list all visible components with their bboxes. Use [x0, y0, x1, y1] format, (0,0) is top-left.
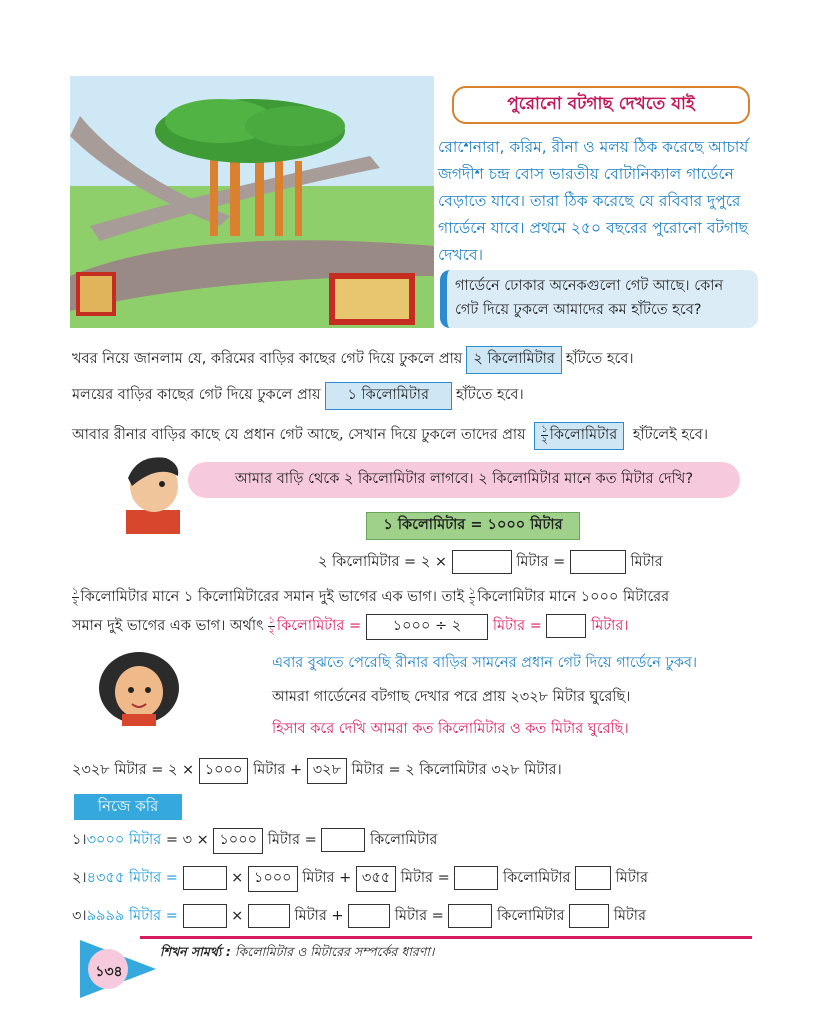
answer-box[interactable]: [348, 904, 390, 928]
footer-divider: [140, 936, 752, 939]
answer-box[interactable]: [448, 904, 492, 928]
answer-box[interactable]: [452, 550, 512, 574]
footer-learning-outcome: শিখন সামর্থ্য : কিলোমিটার ও মিটারের সম্পর্কের ধারণা।: [160, 944, 435, 959]
equation-2km: ২ কিলোমিটার = ২ × মিটার = মিটার: [318, 550, 663, 575]
answer-box[interactable]: [183, 866, 227, 890]
answer-box[interactable]: [569, 904, 609, 928]
fraction-half: $\frac{১}{২}$: [541, 423, 548, 446]
distance-line-karim: খবর নিয়ে জানলাম যে, করিমের বাড়ির কাছের গেট দিয়ে ঢুকলে প্রায় ২ কিলোমিটার হাঁটতে হবে।: [72, 346, 634, 374]
exercise-2: ২।৪৩৫৫ মিটার = × ১০০০ মিটার + ৩৫৫ মিটার = কিলোমিটার মিটার: [72, 866, 648, 892]
calculation-line: ২৩২৮ মিটার = ২ × ১০০০ মিটার + ৩২৮ মিটার = ২ কিলোমিটার ৩২৮ মিটার।: [72, 758, 562, 784]
answer-box[interactable]: [248, 904, 290, 928]
page-title: পুরোনো বটগাছ দেখতে যাই: [452, 86, 750, 124]
distance-box-1km: ১ কিলোমিটার: [325, 382, 452, 410]
answer-box[interactable]: [575, 866, 611, 890]
story-text: রোশেনারা, করিম, রীনা ও মলয় ঠিক করেছে আচার্য জগদীশ চন্দ্র বোস ভারতীয় বোটানিক্যাল গার্ডেনে বেড়াতে যাবে। তারা ঠিক করেছে যে রবিবার দুপুরে গার্ডেনে যাবে। প্রথমে ২৫০ বছরের পুরোনো বটগাছ দেখবে।: [438, 138, 749, 264]
page-number-badge: [78, 938, 158, 1000]
nije-kori-heading: নিজে করি: [74, 794, 182, 820]
half-km-paragraph-1: $\frac{১}{২}$ কিলোমিটার মানে ১ কিলোমিটারের সমান দুই ভাগের এক ভাগ। তাই $\frac{১}{২}$ কিলোমিটার মানে ১০০০ মিটারের: [72, 585, 670, 608]
answer-box[interactable]: [321, 828, 365, 852]
rina-line-3: হিসাব করে দেখি আমরা কত কিলোমিটার ও কত মিটার ঘুরেছি।: [272, 721, 629, 737]
division-box: ১০০০ ÷ ২: [366, 614, 489, 640]
rina-line-1: এবার বুঝতে পেরেছি রীনার বাড়ির সামনের প্রধান গেট দিয়ে গার্ডেনে ঢুকব।: [272, 655, 698, 671]
answer-box[interactable]: [183, 904, 227, 928]
answer-box[interactable]: [454, 866, 498, 890]
distance-line-malay: মলয়ের বাড়ির কাছের গেট দিয়ে ঢুকলে প্রায় ১ কিলোমিটার হাঁটতে হবে।: [72, 382, 524, 410]
page-number: ১৩৪: [95, 964, 123, 980]
half-km-paragraph-2: সমান দুই ভাগের এক ভাগ। অর্থাৎ $\frac{১}{২}$ কিলোমিটার = ১০০০ ÷ ২ মিটার = মিটার।: [72, 614, 629, 640]
exercise-3: ৩।৯৯৯৯ মিটার = × মিটার + মিটার = কিলোমিটার মিটার: [72, 904, 646, 929]
banyan-tree-illustration: [70, 76, 434, 328]
distance-box-half-km: $\frac{১}{২}$ কিলোমিটার: [534, 422, 624, 450]
rina-line-2: আমরা গার্ডেনের বটগাছ দেখার পরে প্রায় ২৩২৮ মিটার ঘুরেছি।: [272, 689, 631, 705]
girl-avatar: [96, 648, 182, 726]
question-box: গার্ডেনে ঢোকার অনেকগুলো গেট আছে। কোন গেট দিয়ে ঢুকলে আমাদের কম হাঁটতে হবে?: [440, 270, 758, 328]
answer-box[interactable]: [546, 614, 586, 638]
boy-avatar: [118, 450, 188, 534]
distance-line-rina: আবার রীনার বাড়ির কাছে যে প্রধান গেট আছে, সেখান দিয়ে ঢুকলে তাদের প্রায় $\frac{১}{২}$ কিলোমিটার হাঁটলেই হবে।: [72, 422, 708, 450]
exercise-1: ১।৩০০০ মিটার = ৩ × ১০০০ মিটার = কিলোমিটার: [72, 828, 437, 854]
speech-bubble: আমার বাড়ি থেকে ২ কিলোমিটার লাগবে। ২ কিলোমিটার মানে কত মিটার দেখি?: [188, 462, 740, 498]
answer-box[interactable]: [570, 550, 626, 574]
conversion-fact: ১ কিলোমিটার = ১০০০ মিটার: [366, 512, 580, 540]
distance-box-2km: ২ কিলোমিটার: [466, 346, 561, 374]
